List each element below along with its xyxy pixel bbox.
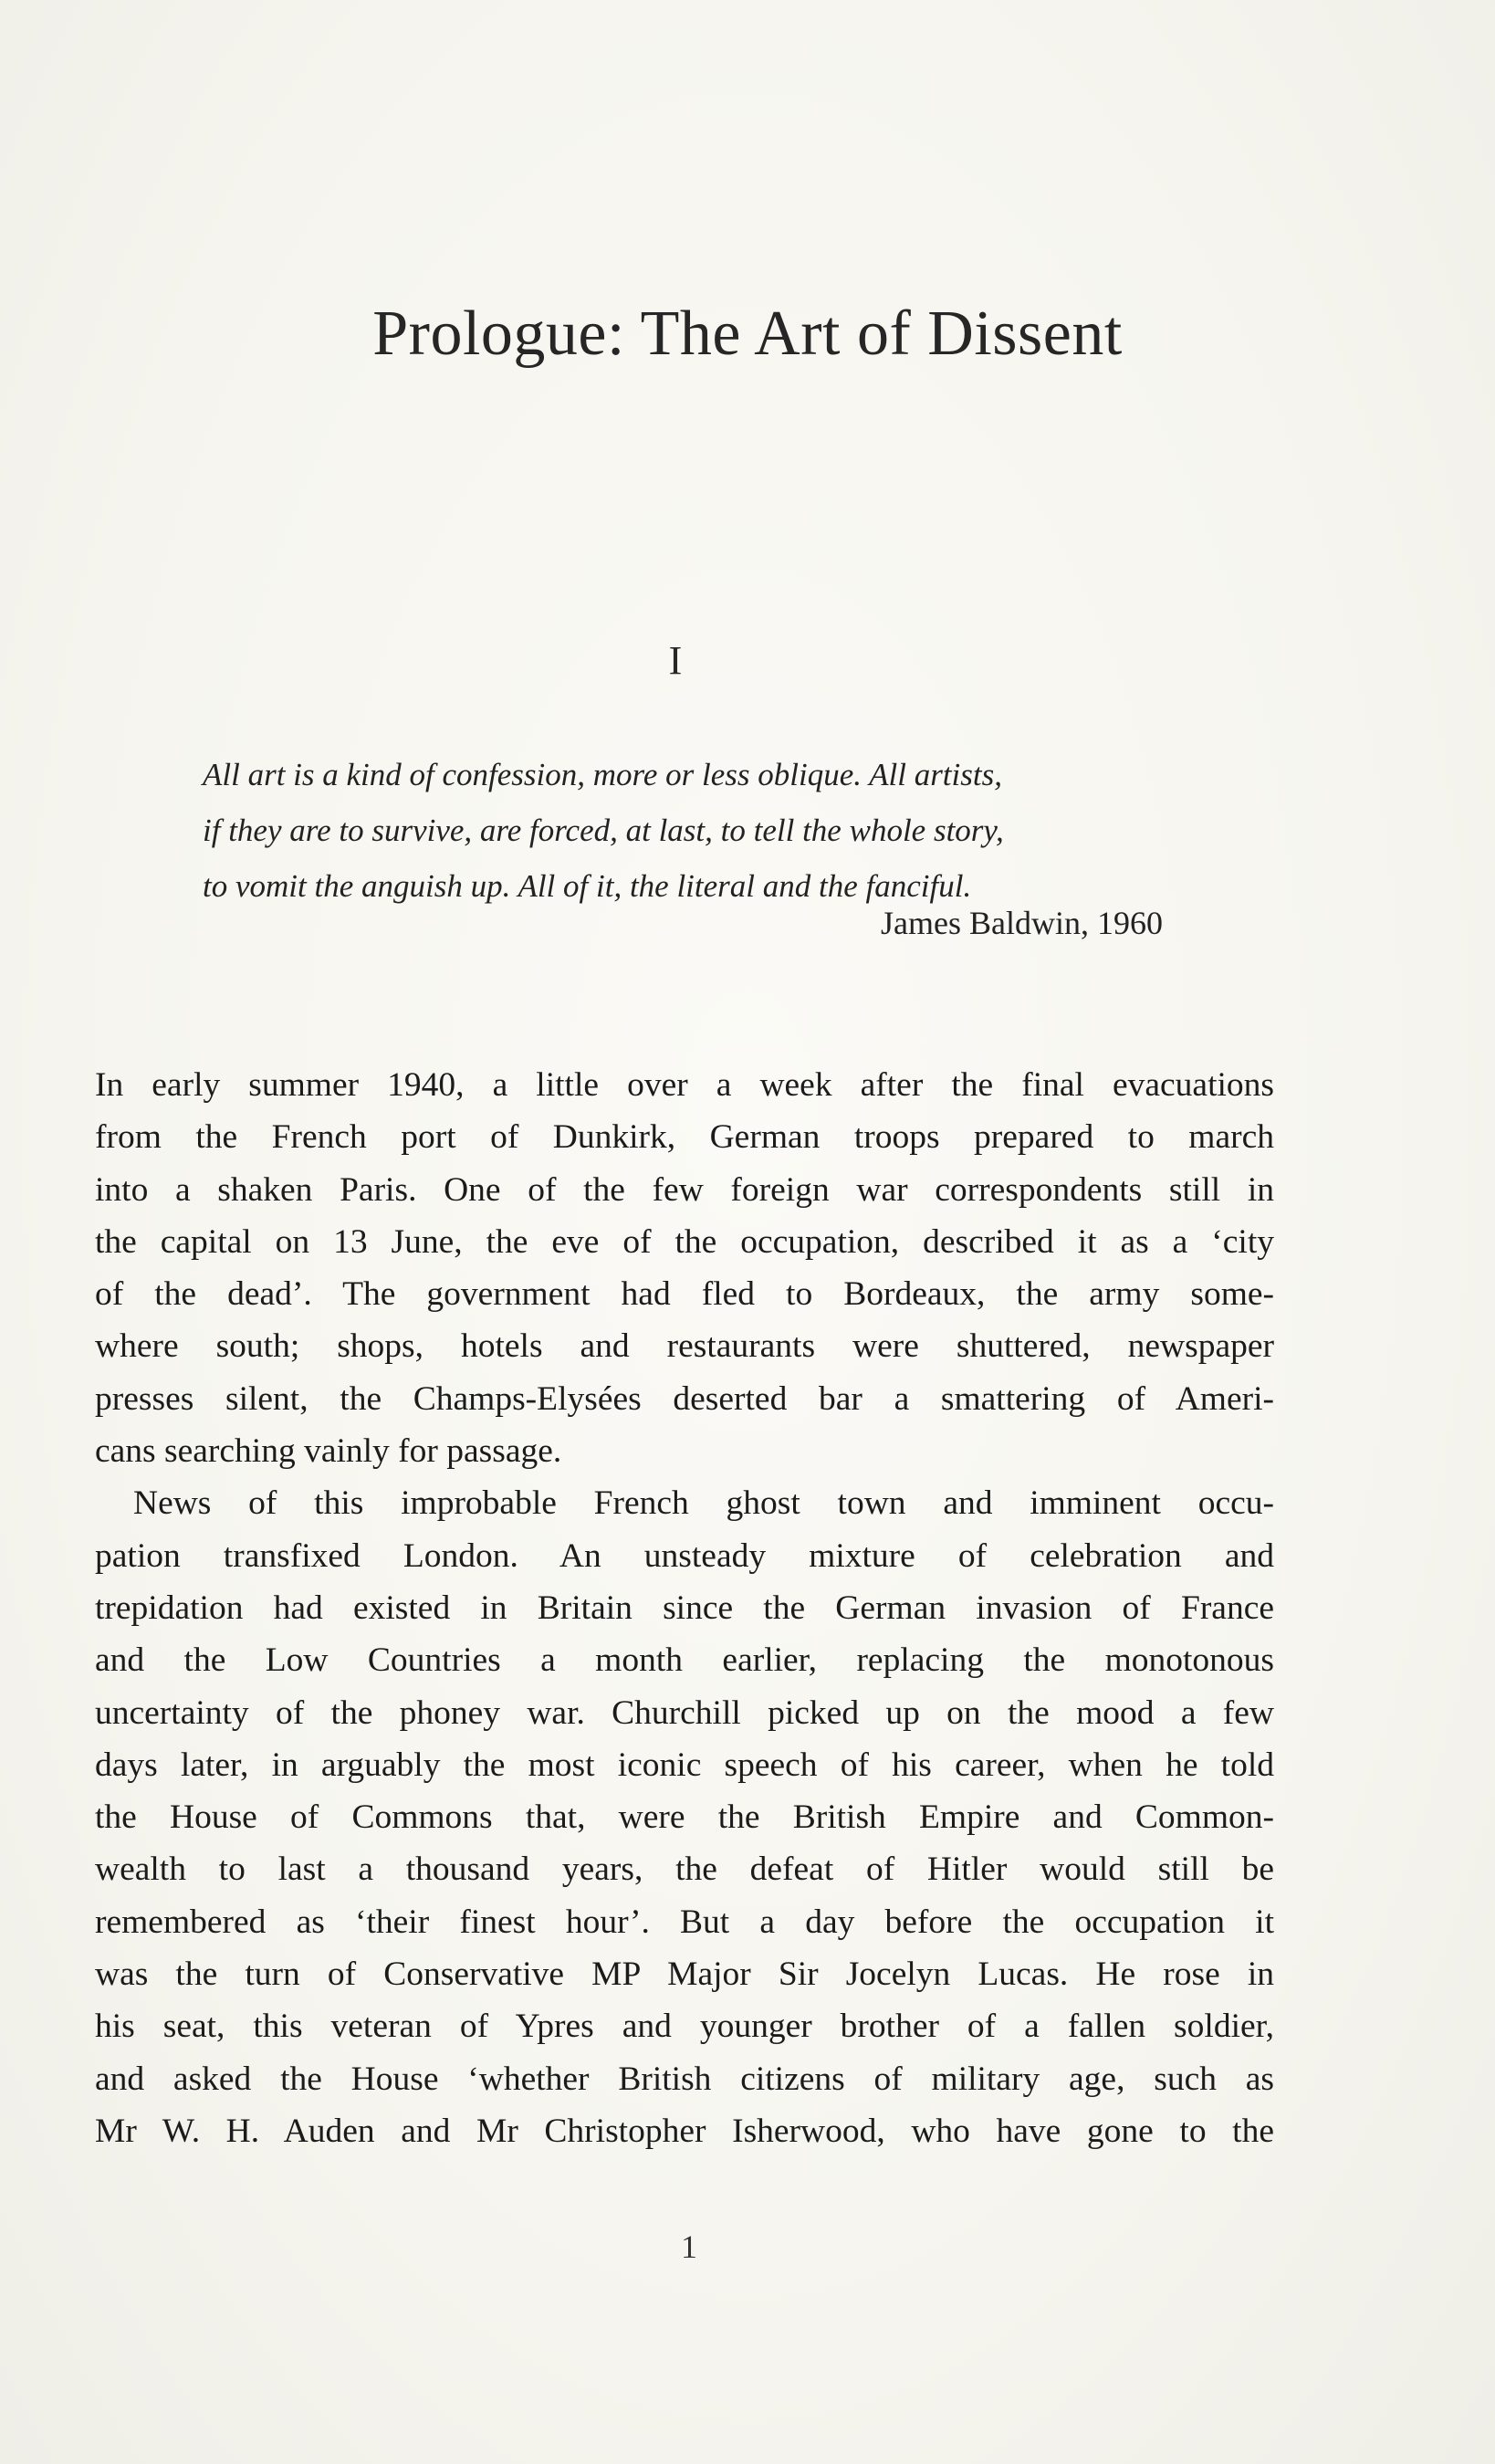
epigraph-line: All art is a kind of confession, more or less oblique. All artists, — [203, 757, 1002, 792]
epigraph-line: to vomit the anguish up. All of it, the literal and the fanciful. — [203, 868, 972, 904]
paragraph-1 — [95, 1059, 1274, 1477]
text-line: and asked the House ‘whether British citizens of military age, such as — [95, 2060, 1274, 2098]
text-line: remembered as ‘their finest hour’. But a day before the occupation it — [95, 1903, 1274, 1941]
text-line: days later, in arguably the most iconic speech of his career, when he told — [95, 1746, 1274, 1784]
epigraph-attribution: James Baldwin, 1960 — [881, 905, 1163, 941]
text-line: his seat, this veteran of Ypres and younger brother of a fallen soldier, — [95, 2008, 1274, 2046]
epigraph-line: if they are to survive, are forced, at last, to tell the whole story, — [203, 813, 1004, 848]
text-line: pation transfixed London. An unsteady mixture of celebration and — [95, 1536, 1274, 1575]
text-line: the House of Commons that, were the British Empire and Common- — [95, 1798, 1274, 1837]
page-number: 1 — [681, 2228, 697, 2265]
text-line: News of this improbable French ghost town and imminent occu- — [133, 1484, 1274, 1523]
section-number: I — [668, 638, 683, 683]
text-line: from the French port of Dunkirk, German troops prepared to march — [95, 1118, 1274, 1157]
text-line: of the dead’. The government had fled to Bordeaux, the army some- — [95, 1275, 1274, 1314]
text-line: the capital on 13 June, the eve of the occupation, described it as a ‘city — [95, 1222, 1274, 1261]
text-line: Mr W. H. Auden and Mr Christopher Isherwood, who have gone to the — [95, 2112, 1274, 2150]
text-line: and the Low Countries a month earlier, replacing the monotonous — [95, 1641, 1274, 1680]
text-line: trepidation had existed in Britain since the German invasion of France — [95, 1588, 1274, 1627]
text-line: uncertainty of the phoney war. Churchill picked up on the mood a few — [95, 1693, 1274, 1732]
chapter-title: Prologue: The Art of Dissent — [372, 299, 1123, 369]
text-line: where south; shops, hotels and restaurants were shuttered, newspaper — [95, 1327, 1274, 1366]
text-line: cans searching vainly for passage. — [95, 1432, 562, 1471]
text-line: into a shaken Paris. One of the few foreign war correspondents still in — [95, 1170, 1274, 1209]
paragraph-2 — [95, 1477, 1274, 2157]
text-line: presses silent, the Champs-Elysées deserted bar a smattering of Ameri- — [95, 1379, 1274, 1418]
text-line: In early summer 1940, a little over a week after the final evacuations — [95, 1066, 1274, 1104]
epigraph — [203, 747, 1170, 914]
text-line: was the turn of Conservative MP Major Sir Jocelyn Lucas. He rose in — [95, 1955, 1274, 1994]
text-line: wealth to last a thousand years, the defeat of Hitler would still be — [95, 1851, 1274, 1889]
body-text — [95, 1059, 1274, 2157]
